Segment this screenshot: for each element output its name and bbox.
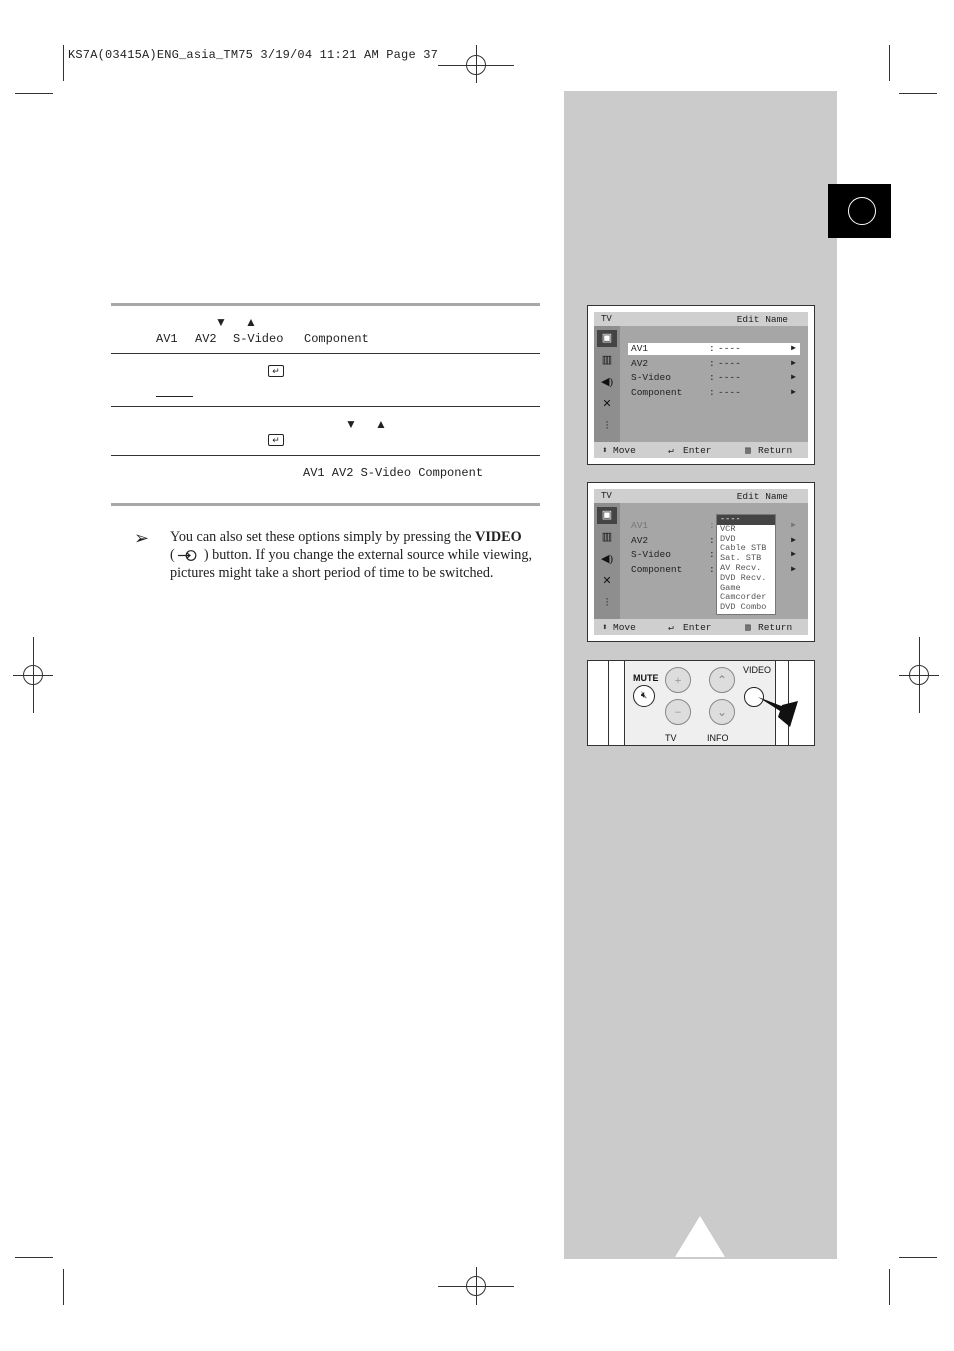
- print-slug: KS7A(03415A)ENG_asia_TM75 3/19/04 11:21 AM Page 37: [68, 48, 439, 62]
- source-svideo: S-Video: [233, 332, 284, 346]
- sound-icon: ◀): [600, 376, 614, 388]
- osd-row-svideo[interactable]: S-Video : ▶: [631, 549, 796, 560]
- submenu-arrow-icon: ▶: [791, 344, 796, 353]
- source-component: Component: [304, 332, 369, 346]
- down-arrow-icon: ▼: [215, 315, 227, 329]
- down-arrow-icon: ▼: [345, 417, 357, 431]
- source-list-text: AV1 AV2 S-Video Component: [303, 466, 484, 480]
- osd-screen-edit-name-dropdown: [587, 482, 815, 642]
- osd-help-bar: [594, 442, 808, 458]
- info-label: INFO: [707, 733, 729, 743]
- channel-icon: ✕: [602, 575, 612, 587]
- remote-control-illustration: [587, 660, 815, 746]
- osd-row-av1[interactable]: AV1 : ---- ▶: [628, 343, 800, 355]
- table-row-divider: [111, 455, 540, 456]
- device-dropdown[interactable]: [716, 514, 776, 615]
- up-arrow-icon: ▲: [245, 315, 257, 329]
- return-icon: ▥: [745, 622, 751, 633]
- dropdown-option[interactable]: Sat. STB: [720, 553, 762, 564]
- osd-tv-label: TV: [601, 491, 612, 501]
- move-icon: ⬍: [602, 622, 608, 633]
- note-text: You can also set these options simply by pressing the VIDEO ( ) button. If you change the external source while viewing, pictures might take a short period of time to be switched.: [170, 529, 533, 581]
- registration-mark: [476, 1267, 477, 1305]
- video-label: VIDEO: [743, 665, 772, 675]
- osd-title: Edit Name: [736, 314, 788, 325]
- dropdown-option[interactable]: ----: [717, 515, 775, 525]
- setup-icon: ⫶: [605, 597, 609, 609]
- osd-tv-label: TV: [601, 314, 612, 324]
- source-av1: AV1: [156, 332, 178, 346]
- osd-menu-icons: [594, 326, 620, 442]
- tab-circle-icon: [848, 197, 876, 225]
- crop-mark: [889, 1269, 890, 1305]
- mute-button[interactable]: 🔇︎: [633, 685, 655, 707]
- mute-label: MUTE: [633, 673, 659, 683]
- setup-icon: ⫶: [605, 420, 609, 432]
- dropdown-option[interactable]: AV Recv.: [720, 562, 762, 573]
- channel-icon: ✕: [602, 398, 612, 410]
- underline-mark: [156, 396, 193, 397]
- submenu-arrow-icon: ▶: [791, 550, 796, 559]
- registration-mark: [33, 637, 34, 713]
- table-row-divider: [111, 406, 540, 407]
- return-icon: ▥: [745, 445, 751, 456]
- source-av2: AV2: [195, 332, 217, 346]
- pointing-hand-icon: [754, 693, 804, 729]
- move-label: Move: [613, 445, 636, 456]
- dropdown-option[interactable]: Cable STB: [720, 543, 767, 554]
- page-triangle-icon: [675, 1216, 725, 1257]
- registration-mark: [919, 637, 920, 713]
- move-label: Move: [613, 622, 636, 633]
- osd-menu-icons: [594, 503, 620, 619]
- input-icon: ▣: [597, 330, 617, 347]
- tv-label: TV: [665, 733, 677, 743]
- osd-row-av2[interactable]: AV2 : ---- ▶: [631, 358, 796, 369]
- dropdown-option[interactable]: VCR: [720, 523, 736, 534]
- registration-mark: [476, 45, 477, 83]
- dropdown-option[interactable]: Camcorder: [720, 592, 767, 603]
- return-label: Return: [758, 445, 793, 456]
- submenu-arrow-icon: ▶: [791, 373, 796, 382]
- enter-icon: ↵: [668, 445, 674, 456]
- crop-mark: [889, 45, 890, 81]
- table-top-rule: [111, 303, 540, 306]
- enter-label: Enter: [683, 445, 712, 456]
- osd-screen-edit-name: [587, 305, 815, 465]
- picture-icon: ▥: [601, 531, 613, 543]
- channel-up-button[interactable]: ⌃: [709, 667, 735, 693]
- dropdown-option[interactable]: DVD Combo: [720, 602, 767, 613]
- osd-row-svideo[interactable]: S-Video : ---- ▶: [631, 372, 796, 383]
- channel-down-button[interactable]: ⌄: [709, 699, 735, 725]
- crop-mark: [15, 93, 53, 94]
- osd-row-component[interactable]: Component : ▶: [631, 564, 796, 575]
- video-source-icon: [178, 550, 200, 561]
- picture-icon: ▥: [601, 354, 613, 366]
- enter-icon: ↵: [668, 622, 674, 633]
- crop-mark: [63, 45, 64, 81]
- table-bottom-rule: [111, 503, 540, 506]
- crop-mark: [899, 1257, 937, 1258]
- input-icon: ▣: [597, 507, 617, 524]
- enter-icon: ↵: [268, 365, 284, 377]
- up-arrow-icon: ▲: [375, 417, 387, 431]
- crop-mark: [15, 1257, 53, 1258]
- move-icon: ⬍: [602, 445, 608, 456]
- submenu-arrow-icon: ▶: [791, 388, 796, 397]
- note-arrow-icon: ➢: [134, 528, 150, 548]
- crop-mark: [899, 93, 937, 94]
- crop-mark: [63, 1269, 64, 1305]
- dropdown-option[interactable]: DVD Recv.: [720, 572, 767, 583]
- volume-down-button[interactable]: −: [665, 699, 691, 725]
- osd-row-av1[interactable]: AV1 : ▶: [631, 520, 796, 531]
- enter-icon: ↵: [268, 434, 284, 446]
- osd-title: Edit Name: [736, 491, 788, 502]
- osd-row-av2[interactable]: AV2 : ▶: [631, 535, 796, 546]
- table-row-divider: [111, 353, 540, 354]
- submenu-arrow-icon: ▶: [791, 521, 796, 530]
- volume-up-button[interactable]: +: [665, 667, 691, 693]
- enter-label: Enter: [683, 622, 712, 633]
- dropdown-option[interactable]: Game: [720, 582, 741, 593]
- osd-help-bar: [594, 619, 808, 635]
- submenu-arrow-icon: ▶: [791, 536, 796, 545]
- sound-icon: ◀): [600, 553, 614, 565]
- osd-row-component[interactable]: Component : ---- ▶: [631, 387, 796, 398]
- submenu-arrow-icon: ▶: [791, 359, 796, 368]
- return-label: Return: [758, 622, 793, 633]
- submenu-arrow-icon: ▶: [791, 565, 796, 574]
- dropdown-option[interactable]: DVD: [720, 533, 736, 544]
